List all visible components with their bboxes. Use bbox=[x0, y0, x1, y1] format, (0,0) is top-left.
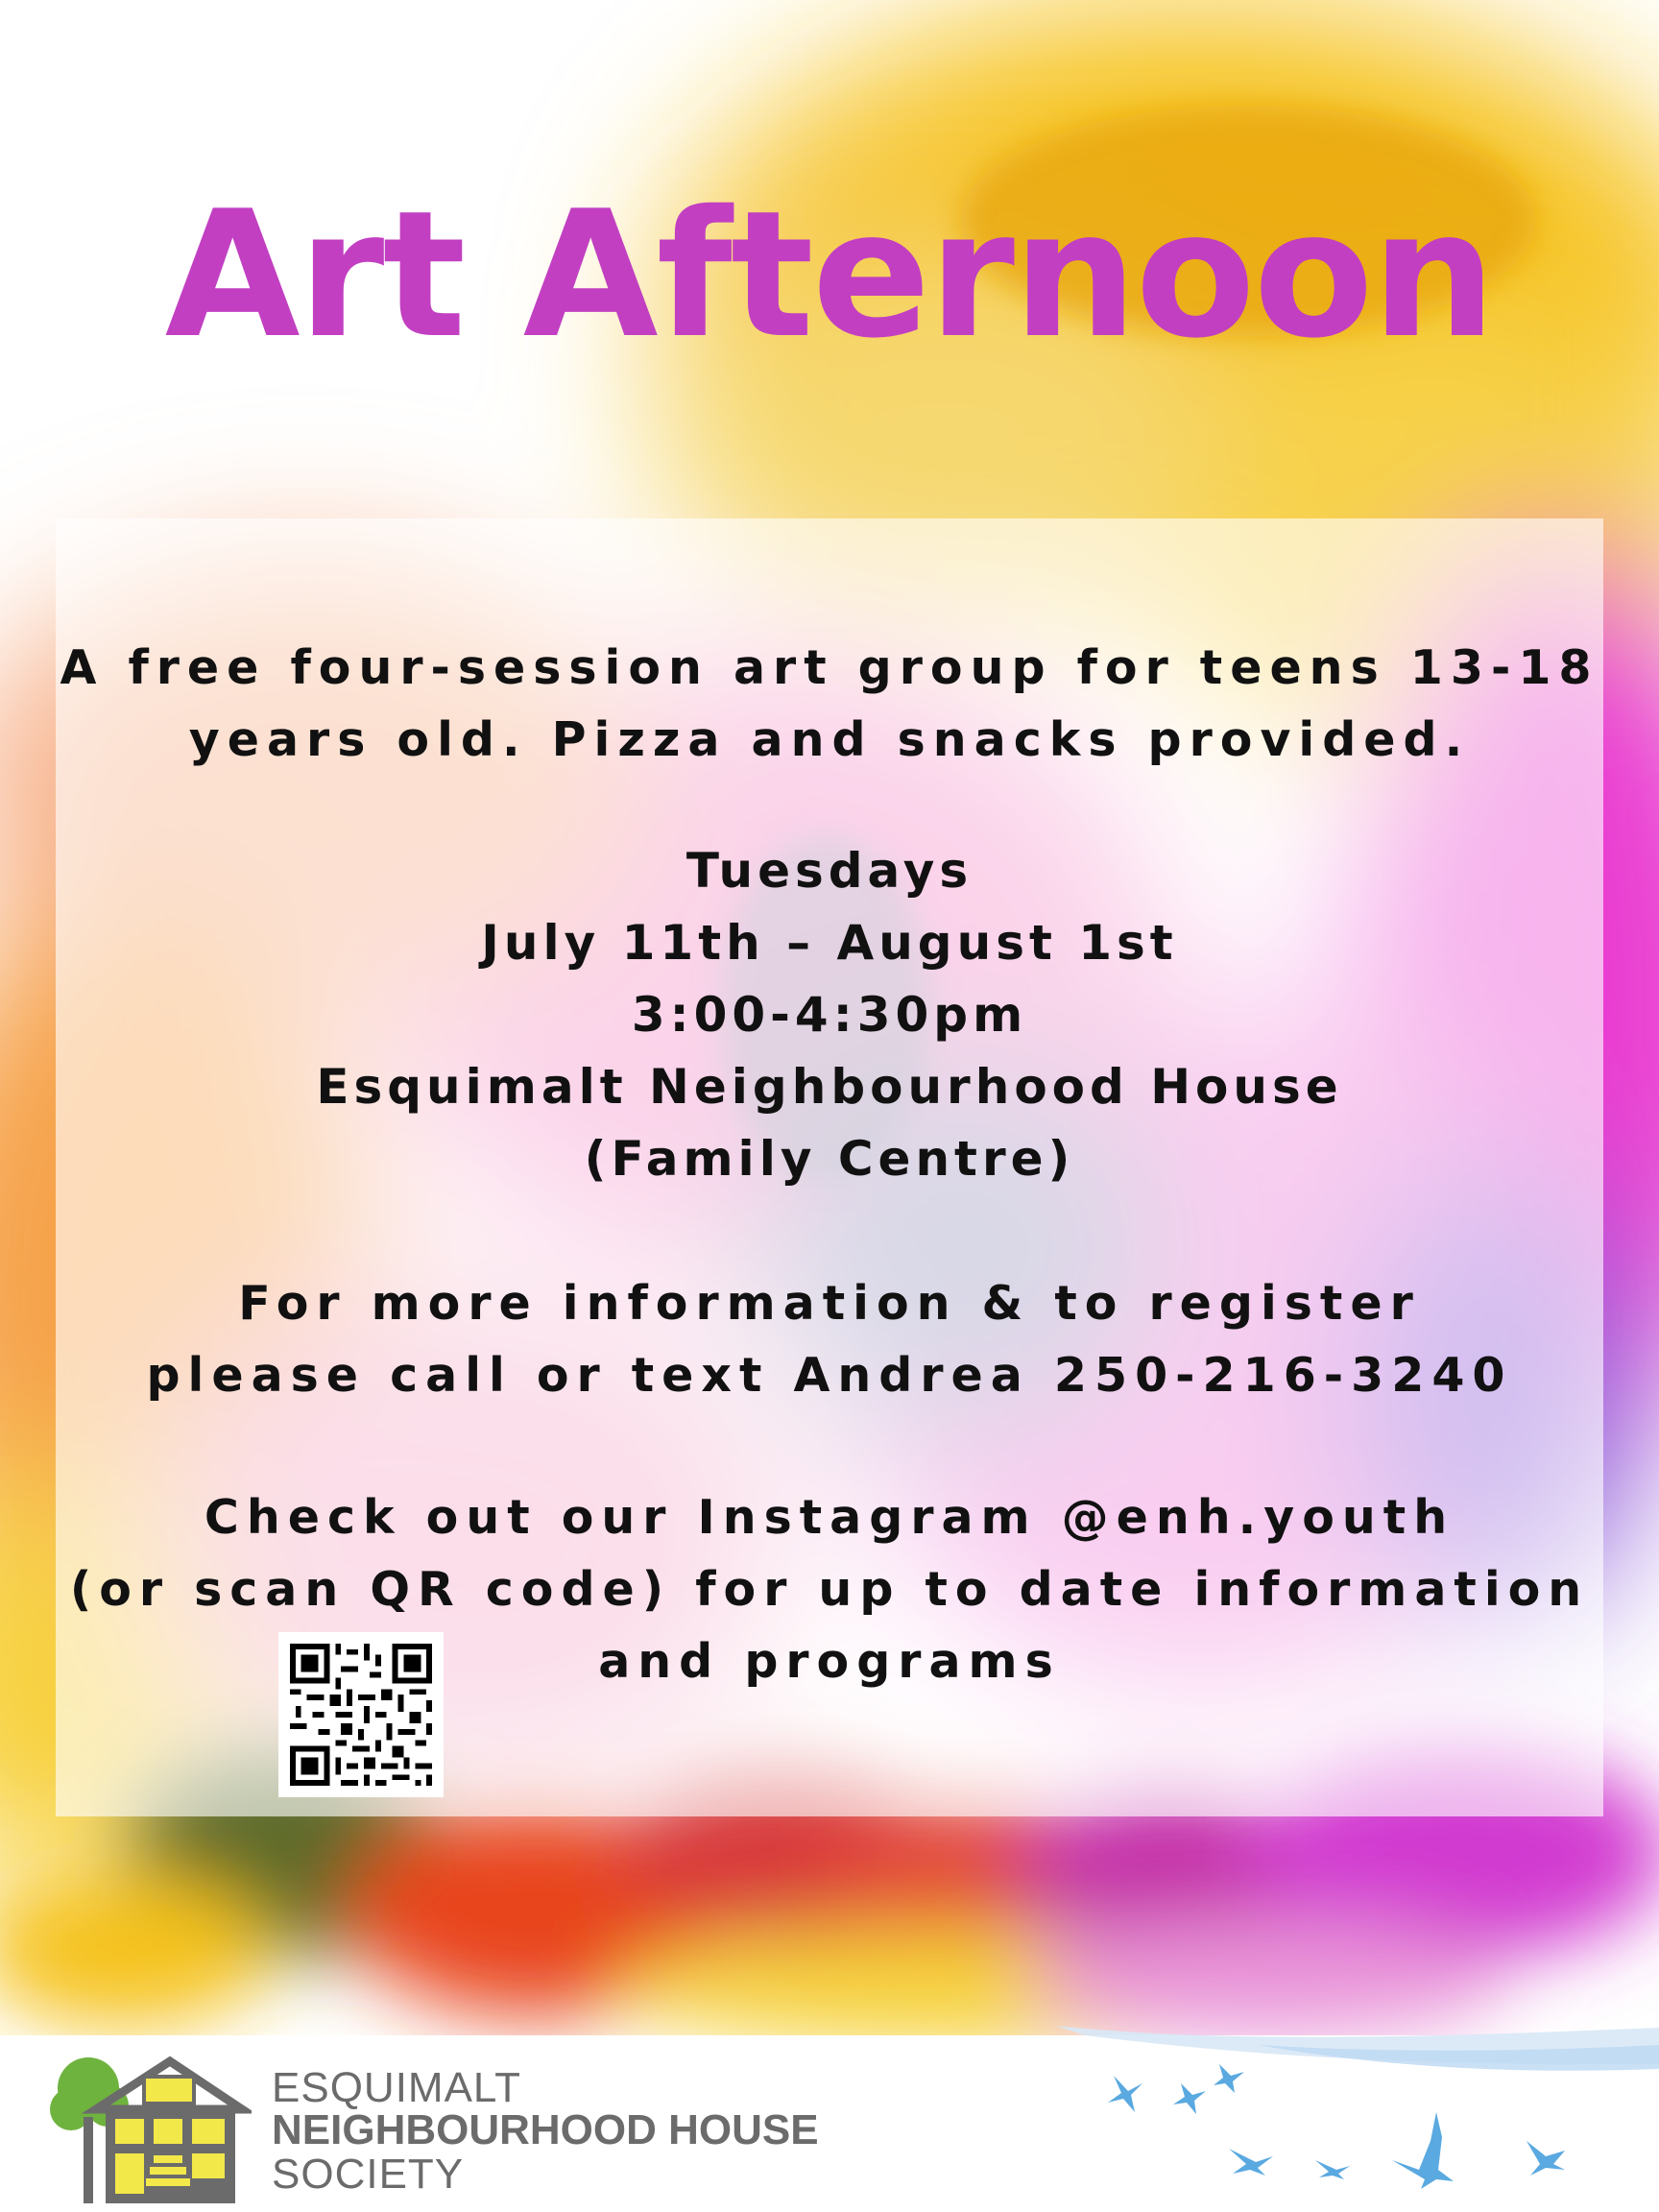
contact-line-1: For more information & to register bbox=[238, 1276, 1421, 1331]
poster-title: Art Afternoon bbox=[164, 173, 1495, 376]
instagram-line-1: Check out our Instagram @enh.youth bbox=[204, 1490, 1455, 1545]
schedule-room: (Family Centre) bbox=[584, 1131, 1075, 1187]
logo-line-1: ESQUIMALT bbox=[272, 2064, 522, 2111]
qr-code-icon[interactable] bbox=[278, 1632, 444, 1797]
schedule-time: 3:00-4:30pm bbox=[631, 987, 1028, 1043]
instagram-line-2: (or scan QR code) for up to date information bbox=[69, 1562, 1590, 1617]
contact-line-2: please call or text Andrea 250-216-3240 bbox=[146, 1348, 1513, 1403]
schedule-day: Tuesdays bbox=[685, 843, 974, 899]
instagram-line-3: and programs bbox=[598, 1634, 1061, 1689]
description-line-2: years old. Pizza and snacks provided. bbox=[188, 712, 1471, 767]
logo-line-3: SOCIETY bbox=[272, 2151, 465, 2198]
schedule-dates: July 11th – August 1st bbox=[481, 915, 1178, 971]
birds-icon bbox=[1027, 2026, 1659, 2212]
description-line-1: A free four-session art group for teens 13-18 bbox=[60, 640, 1599, 695]
qr-code-graphic bbox=[278, 1632, 444, 1797]
logo-line-2: NEIGHBOURHOOD HOUSE bbox=[272, 2106, 819, 2153]
house-logo-icon bbox=[50, 2050, 252, 2208]
schedule-location: Esquimalt Neighbourhood House bbox=[316, 1059, 1343, 1115]
